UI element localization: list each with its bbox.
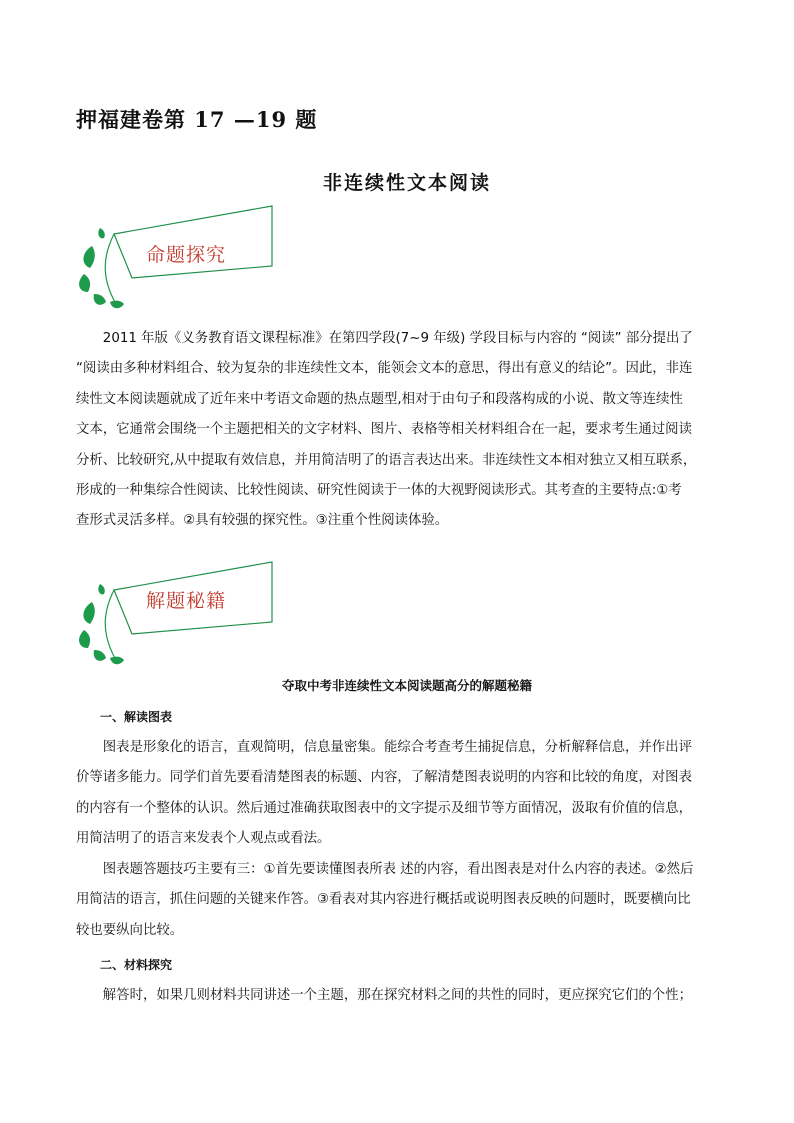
para-line: 图表是形象化的语言，直观简明，信息量密集。能综合考查考生捕捉信息，分析解释信息，并作出评	[102, 740, 692, 755]
badge-solving-tips	[70, 560, 280, 670]
leaf-decoration-icon	[70, 560, 280, 670]
page-subtitle: 非连续性文本阅读	[322, 172, 491, 194]
intro-line: 2011 年版《义务教育语文课程标准》在第四学段(7~9 年级) 学段目标与内容的 “阅读” 部分提出了	[102, 331, 693, 346]
badge-proposition-research	[70, 204, 280, 314]
para-line: 用简洁的语言，抓住问题的关键来作答。③看表对其内容进行概括或说明图表反映的问题时，既要横向比	[76, 892, 691, 908]
para-line: 解答时，如果几则材料共同讲述一个主题，那在探究材料之间的共性的同时，更应探究它们的个性；	[102, 988, 692, 1003]
badge-label: 命题探究	[146, 244, 227, 266]
intro-line: 查形式灵活多样。②具有较强的探究性。③注重个性阅读体验。	[76, 513, 449, 529]
tips-heading: 夺取中考非连续性文本阅读题高分的解题秘籍	[281, 678, 532, 693]
para-line: 的内容有一个整体的认识。然后通过准确获取图表中的文字提示及细节等方面情况，汲取有价值的信息，	[76, 800, 692, 816]
intro-paragraph	[76, 324, 712, 537]
section1-paragraph1	[76, 733, 712, 855]
page-title: 押福建卷第 17 —19 题	[76, 107, 318, 132]
section-title-material: 二、材料探究	[100, 958, 173, 972]
intro-line: 分析、比较研究,从中提取有效信息，并用简洁明了的语言表达出来。非连续性文本相对独立又相互联系，	[76, 452, 697, 468]
section1-paragraph2	[76, 855, 712, 946]
para-line: 图表题答题技巧主要有三：①首先要读懂图表所表 述的内容，看出图表是对什么内容的表述。②然后	[102, 862, 694, 877]
para-line: 价等诸多能力。同学们首先要看清楚图表的标题、内容，了解清楚图表说明的内容和比较的角度，对图表	[76, 770, 692, 786]
section-title-chart: 一、解读图表	[100, 710, 173, 724]
intro-line: “阅读由多种材料组合、较为复杂的非连续性文本，能领会文本的意思，得出有意义的结论”。因此，非连	[76, 361, 693, 377]
para-line: 用简洁明了的语言来发表个人观点或看法。	[76, 831, 331, 847]
para-line: 较也要纵向比较。	[76, 922, 184, 938]
badge-label: 解题秘籍	[146, 590, 227, 612]
section2-paragraph1	[76, 981, 712, 1011]
intro-line: 文本，它通常会围绕一个主题把相关的文字材料、图片、表格等相关材料组合在一起，要求考生通过阅读	[76, 422, 692, 438]
intro-line: 续性文本阅读题就成了近年来中考语文命题的热点题型,相对于由句子和段落构成的小说、散文等连续性	[76, 391, 683, 407]
intro-line: 形成的一种集综合性阅读、比较性阅读、研究性阅读于一体的大视野阅读形式。其考查的主要特点:①考	[76, 483, 682, 499]
